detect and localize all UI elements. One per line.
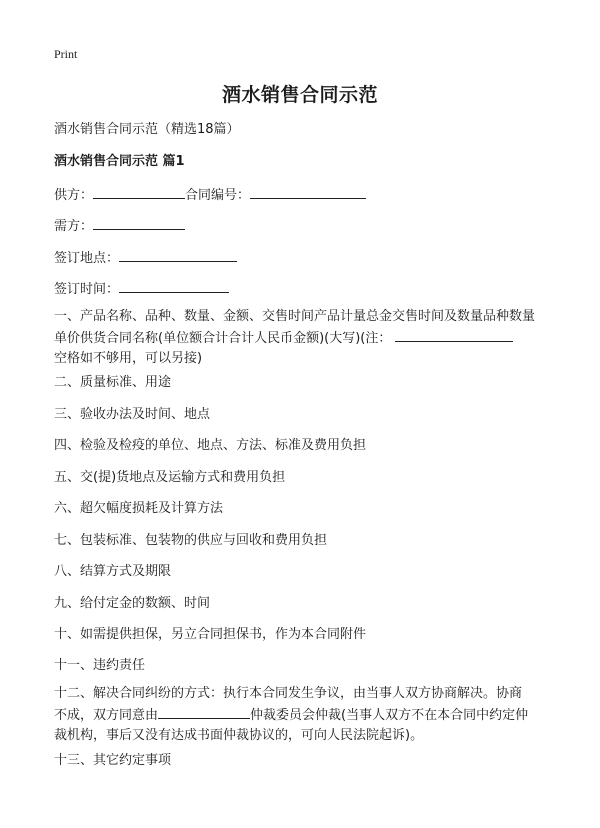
clause-7: 七、包装标准、包装物的供应与回收和费用负担 [54, 533, 328, 548]
sign-time-row [54, 278, 229, 300]
sign-place-label: 签订地点： [54, 251, 120, 266]
clause-9: 九、给付定金的数额、时间 [54, 596, 211, 611]
supplier-label: 供方： [54, 188, 94, 203]
section-heading: 酒水销售合同示范 篇1 [54, 154, 185, 169]
clause-12-line-2-start: 不成，双方同意由 [54, 708, 159, 723]
clause-5: 五、交(提)货地点及运输方式和费用负担 [54, 470, 286, 485]
sign-time-blank [119, 278, 229, 293]
sign-place-row [54, 247, 237, 269]
sign-place-blank [119, 247, 237, 262]
document-subtitle: 酒水销售合同示范（精选18篇） [54, 122, 240, 137]
clause-1-blank [395, 327, 513, 342]
contract-number-blank [250, 184, 366, 199]
clause-6: 六、超欠幅度损耗及计算方法 [54, 501, 224, 516]
supplier-row [54, 184, 366, 206]
clause-8: 八、结算方式及期限 [54, 564, 172, 579]
page-title: 酒水销售合同示范 [221, 84, 378, 106]
clause-1-line-3: 空格如不够用，可以另接) [54, 351, 203, 366]
buyer-blank [93, 215, 185, 230]
arbitration-blank [158, 704, 250, 719]
print-label[interactable]: Print [54, 47, 78, 61]
clause-4: 四、检验及检疫的单位、地点、方法、标准及费用负担 [54, 438, 367, 453]
clause-2: 二、质量标准、用途 [54, 375, 172, 390]
sign-time-label: 签订时间： [54, 282, 120, 297]
buyer-row [54, 215, 185, 237]
clause-12-line-2-end: 仲裁委员会仲裁(当事人双方不在本合同中约定仲 [250, 708, 529, 723]
clause-1-line-2 [54, 327, 549, 349]
clause-10: 十、如需提供担保，另立合同担保书，作为本合同附件 [54, 627, 367, 642]
supplier-blank [93, 184, 185, 199]
clause-1-line-2-text: 单价供货合同名称(单位额合计合计人民币金额)(大写)(注： [54, 331, 392, 346]
clause-3: 三、验收办法及时间、地点 [54, 407, 211, 422]
clause-1-line-1: 一、产品名称、品种、数量、金额、交售时间产品计量总金交售时间及数量品种数量 [54, 309, 536, 324]
clause-11: 十一、违约责任 [54, 658, 146, 673]
contract-number-label: 合同编号： [185, 188, 251, 203]
clause-12 [54, 684, 549, 746]
clause-1 [54, 307, 549, 369]
clause-13: 十三、其它约定事项 [54, 753, 172, 768]
clause-12-line-2 [54, 704, 549, 726]
buyer-label: 需方： [54, 219, 94, 234]
clause-12-line-3: 裁机构，事后又没有达成书面仲裁协议的，可向人民法院起诉)。 [54, 728, 424, 743]
clause-12-line-1: 十二、解决合同纠纷的方式：执行本合同发生争议，由当事人双方协商解决。协商 [54, 686, 523, 701]
